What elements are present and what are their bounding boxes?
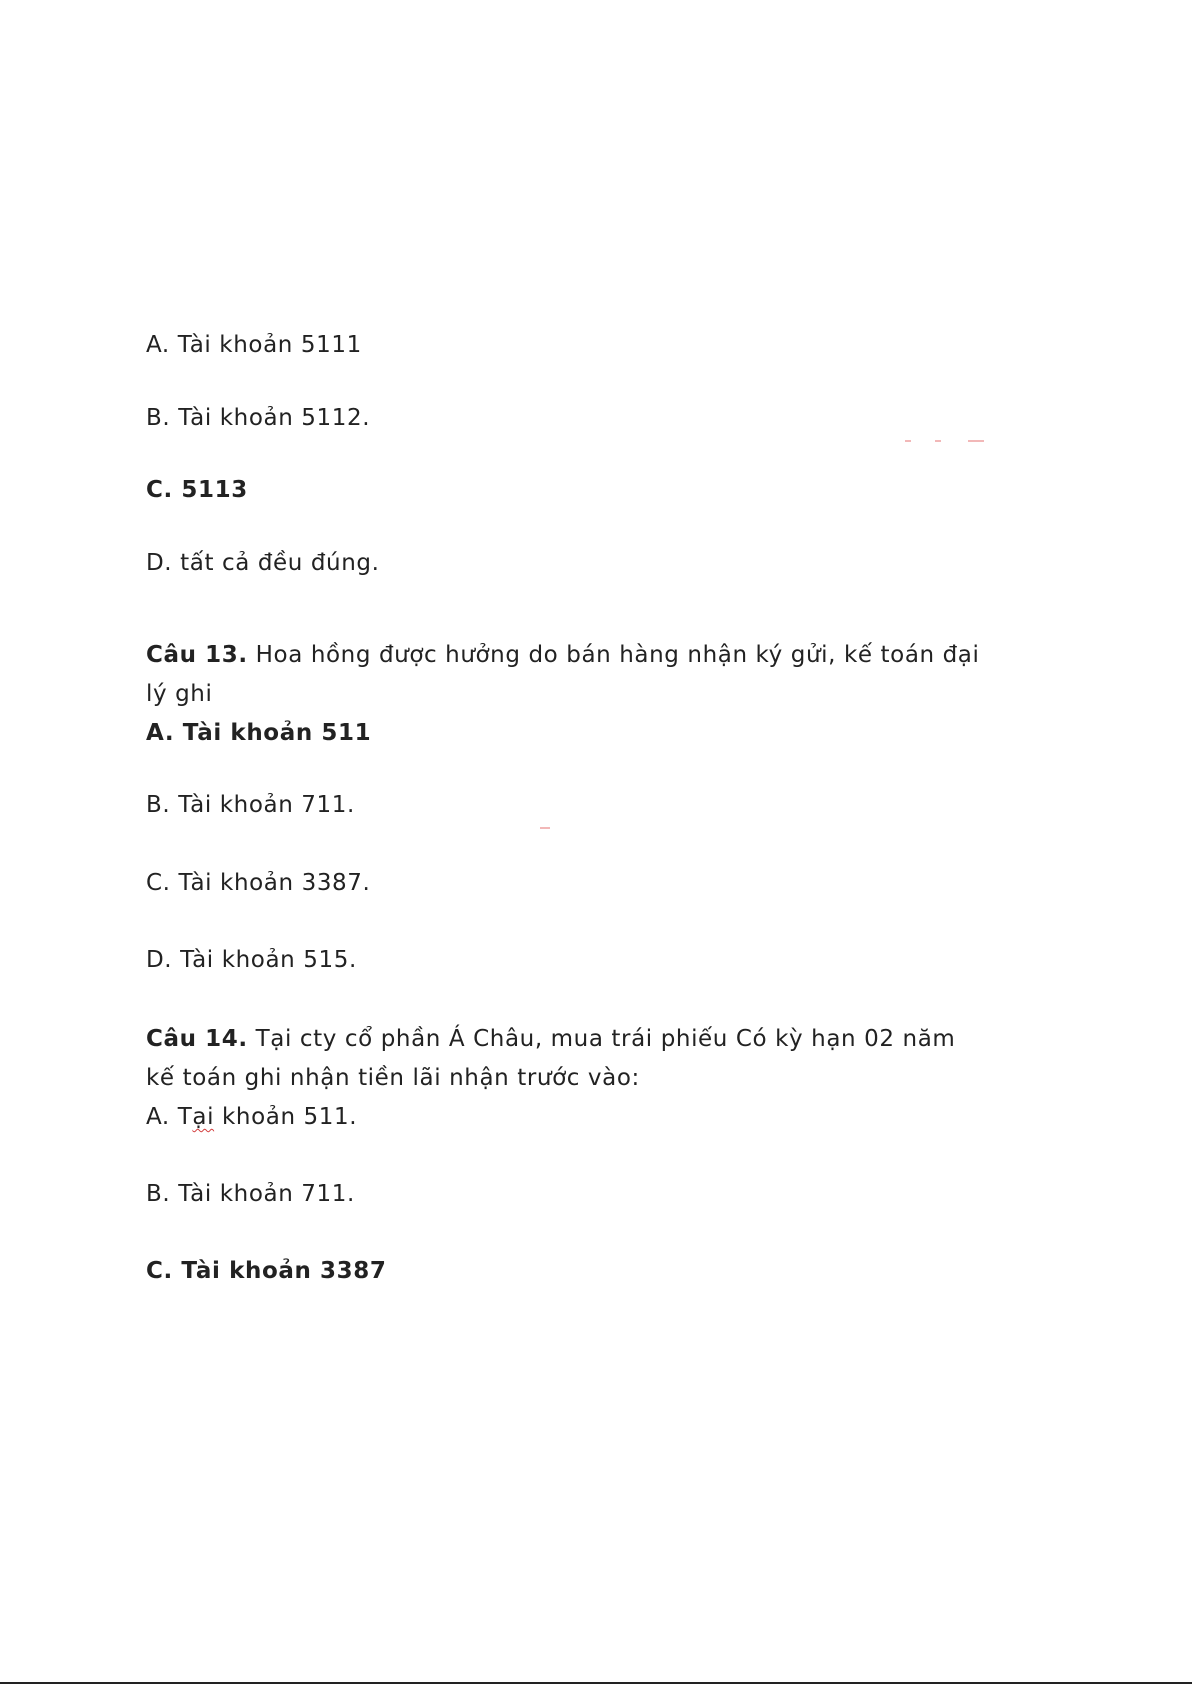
q13-stem-line2: lý ghi bbox=[146, 681, 213, 707]
q14-option-b: B. Tài khoản 711. bbox=[146, 1181, 355, 1207]
q13-option-c: C. Tài khoản 3387. bbox=[146, 870, 371, 896]
faint-mark bbox=[540, 827, 550, 829]
q14-option-a-prefix: A. T bbox=[146, 1104, 193, 1130]
q14-option-c: C. Tài khoản 3387 bbox=[146, 1258, 387, 1284]
q14-stem-text: Tại cty cổ phần Á Châu, mua trái phiếu Có kỳ hạn 02 năm bbox=[247, 1026, 956, 1052]
q14-label: Câu 14. bbox=[146, 1026, 248, 1052]
page-bottom-border bbox=[0, 1682, 1192, 1684]
q14-option-a-suffix: khoản 511. bbox=[214, 1104, 358, 1130]
faint-mark bbox=[905, 440, 911, 442]
q13-option-d: D. Tài khoản 515. bbox=[146, 947, 357, 973]
q14-stem-line2: kế toán ghi nhận tiền lãi nhận trước vào: bbox=[146, 1065, 640, 1091]
q13-option-b: B. Tài khoản 711. bbox=[146, 792, 355, 818]
q12-option-d: D. tất cả đều đúng. bbox=[146, 550, 380, 576]
spellcheck-underlined-text: ại bbox=[192, 1104, 215, 1130]
q13-option-a: A. Tài khoản 511 bbox=[146, 720, 372, 746]
q12-option-a: A. Tài khoản 5111 bbox=[146, 332, 362, 358]
faint-mark bbox=[968, 440, 984, 442]
q14-stem-line1 bbox=[146, 1024, 955, 1054]
q13-stem-text: Hoa hồng được hưởng do bán hàng nhận ký gửi, kế toán đại bbox=[247, 642, 980, 668]
q12-option-c: C. 5113 bbox=[146, 477, 248, 503]
faint-mark bbox=[935, 440, 941, 442]
q14-option-a bbox=[146, 1102, 357, 1132]
q13-label: Câu 13. bbox=[146, 642, 248, 668]
q13-stem-line1 bbox=[146, 640, 979, 670]
q12-option-b: B. Tài khoản 5112. bbox=[146, 405, 371, 431]
